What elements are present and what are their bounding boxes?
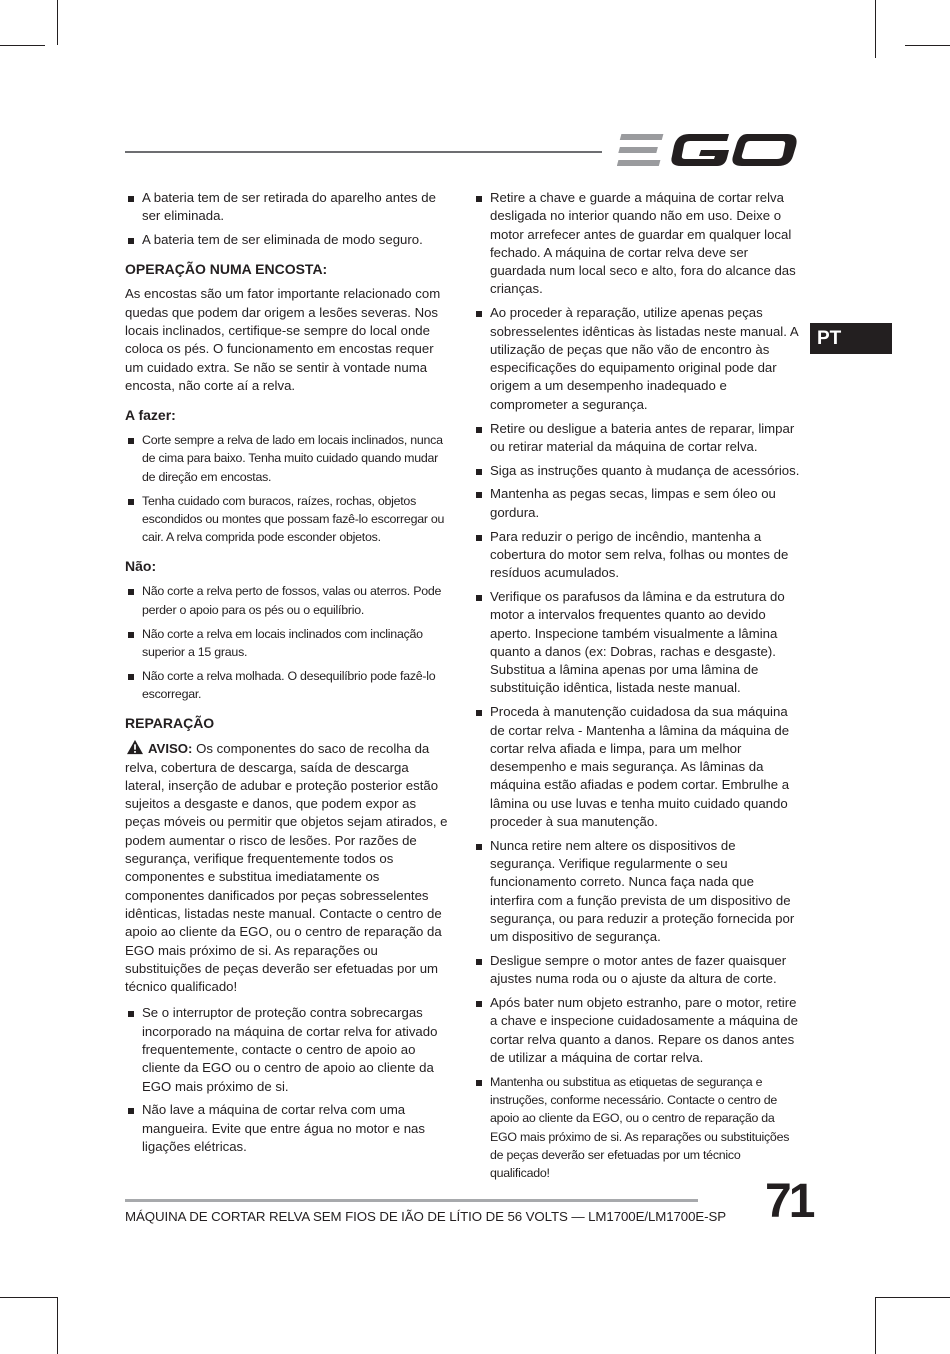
do-list: [125, 431, 450, 546]
list-item: Mantenha as pegas secas, limpas e sem óleo ou gordura.: [473, 485, 801, 522]
list-item: Não lave a máquina de cortar relva com uma mangueira. Evite que entre água no motor e nas ligações elétricas.: [125, 1101, 450, 1156]
footer-rule: [125, 1199, 698, 1202]
footer-title: MÁQUINA DE CORTAR RELVA SEM FIOS DE IÃO DE LÍTIO DE 56 VOLTS — LM1700E/LM1700E-SP: [125, 1209, 727, 1224]
repair-list: [125, 1004, 450, 1156]
warning-paragraph: [125, 739, 450, 996]
list-item: Corte sempre a relva de lado em locais inclinados, nunca de cima para baixo. Tenha muito cuidado quando mudar de direção em encostas.: [125, 431, 450, 486]
list-item: Verifique os parafusos da lâmina e da estrutura do motor a intervalos frequentes quanto ao devido aperto. Inspecione também visualmente a lâmina quanto a danos (ex: Dobras, rachas e desgaste). Substitua a lâmina apenas por uma lâmina de substituição idêntica, listada neste manual.: [473, 588, 801, 698]
list-item: Desligue sempre o motor antes de fazer quaisquer ajustes numa roda ou o ajuste da altura de corte.: [473, 952, 801, 989]
list-item: Após bater num objeto estranho, pare o motor, retire a chave e inspecione cuidadosamente a máquina de cortar relva quanto a danos. Repare os danos antes de utilizar a máquina de cortar relva.: [473, 994, 801, 1067]
left-column: [125, 189, 450, 1162]
slope-operation-heading: OPERAÇÃO NUMA ENCOSTA:: [125, 261, 328, 278]
list-item: Tenha cuidado com buracos, raízes, rochas, objetos escondidos ou montes que possam fazê-lo escorregar ou cair. A relva comprida pode esconder objetos.: [125, 492, 450, 547]
list-item: Ao proceder à reparação, utilize apenas peças sobresselentes idênticas às listadas neste manual. A utilização de peças que não vão de encontro às especificações do equipamento original pode dar origem a um desempenho inadequado e comprometer a segurança.: [473, 304, 801, 414]
list-item: Retire ou desligue a bateria antes de reparar, limpar ou retirar material da máquina de cortar relva.: [473, 420, 801, 457]
list-item: Proceda à manutenção cuidadosa da sua máquina de cortar relva - Mantenha a lâmina da máquina de cortar relva afiada e limpa, para um melhor desempenho e mais segurança. As lâminas da máquina estão afiadas e podem cortar. Embrulhe a lâmina ou use luvas e tenha muito cuidado quando proceder à sua manutenção.: [473, 703, 801, 831]
warning-triangle-icon: [125, 739, 145, 755]
list-item: Retire a chave e guarde a máquina de cortar relva desligada no interior quando não em uso. Deixe o motor arrefecer antes de guardar em qualquer local fechado. A máquina de cortar relva deve ser guardada num local seco e alto, fora do alcance das crianças.: [473, 189, 801, 299]
right-column: [473, 189, 801, 1188]
warning-label: AVISO:: [148, 741, 193, 757]
repair-heading: REPARAÇÃO: [125, 715, 215, 732]
list-item: Nunca retire nem altere os dispositivos de segurança. Verifique regularmente o seu funcionamento correto. Nunca faça nada que interfira com a função prevista de um dispositivo de segurança, ou para reduzir a proteção fornecida por um dispositivo de segurança.: [473, 837, 801, 947]
crop-mark: [875, 1297, 950, 1298]
language-tab: PT: [810, 323, 892, 354]
dont-heading: Não:: [125, 558, 157, 575]
crop-mark: [0, 1297, 58, 1298]
list-item: A bateria tem de ser eliminada de modo seguro.: [125, 231, 450, 249]
list-item: Mantenha ou substitua as etiquetas de segurança e instruções, conforme necessário. Contacte o centro de apoio ao cliente da EGO, ou o centro de reparação da EGO mais próximo de si. As reparações ou substituições de peças deverão ser efetuadas por um técnico qualificado!: [473, 1073, 801, 1183]
list-item: Para reduzir o perigo de incêndio, mantenha a cobertura do motor sem relva, folhas ou montes de resíduos acumulados.: [473, 528, 801, 583]
crop-mark: [875, 1297, 876, 1354]
crop-mark: [57, 1297, 58, 1354]
page-number: 71: [765, 1175, 813, 1228]
list-item: Não corte a relva molhada. O desequilíbrio pode fazê-lo escorregar.: [125, 667, 450, 704]
list-item: A bateria tem de ser retirada do aparelho antes de ser eliminada.: [125, 189, 450, 226]
crop-mark: [0, 45, 45, 46]
battery-disposal-list: [125, 189, 450, 249]
warning-text: Os componentes do saco de recolha da relva, cobertura de descarga, saída de descarga lateral, inserção de adubar e proteção posterior estão sujeitos a desgaste e danos, que podem expor as peças móveis ou permitir que objetos sejam atirados, e podem aumentar o risco de lesões. Por razões de segurança, verifique frequentemente todos os componentes e substitua imediatamente os componentes danificados por peças sobresselentes idênticas, listadas neste manual. Contacte o centro de apoio ao cliente da EGO, ou o centro de reparação da EGO mais próximo de si. As reparações ou substituições de peças deverão ser efetuadas por um técnico qualificado!: [125, 741, 448, 995]
dont-list: [125, 582, 450, 703]
crop-mark: [875, 0, 876, 58]
ego-logo: [617, 128, 799, 172]
crop-mark: [57, 0, 58, 45]
slope-operation-paragraph: As encostas são um fator importante relacionado com quedas que podem dar origem a lesões severas. Nos locais inclinados, certifique-se sempre do local onde coloca os pés. O funcionamento em encostas requer um cuidado extra. Se não se sentir à vontade numa encosta, não corte aí a relva.: [125, 286, 441, 393]
list-item: Se o interruptor de proteção contra sobrecargas incorporado na máquina de cortar relva for ativado frequentemente, contacte o centro de apoio ao cliente da EGO ou o centro de apoio ao cliente da EGO mais próximo de si.: [125, 1004, 450, 1095]
do-heading: A fazer:: [125, 407, 176, 424]
maintenance-list: [473, 189, 801, 1183]
crop-mark: [905, 45, 950, 46]
list-item: Siga as instruções quanto à mudança de acessórios.: [473, 462, 801, 480]
list-item: Não corte a relva em locais inclinados com inclinação superior a 15 graus.: [125, 625, 450, 662]
list-item: Não corte a relva perto de fossos, valas ou aterros. Pode perder o apoio para os pés ou o equilíbrio.: [125, 582, 450, 619]
header-rule: [125, 151, 602, 153]
